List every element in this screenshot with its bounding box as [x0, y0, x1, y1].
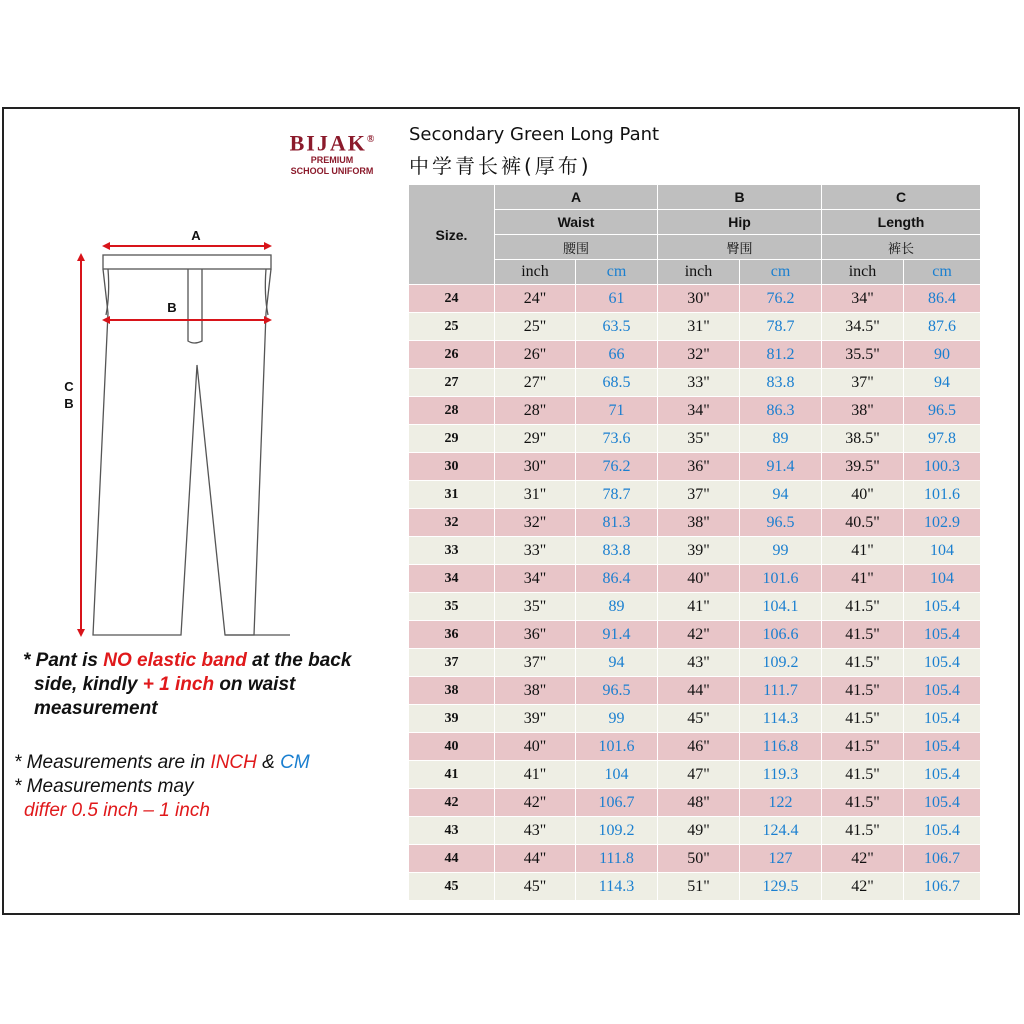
unit-cm: cm [740, 260, 822, 285]
cm-cell: 106.7 [904, 845, 981, 873]
inch-cell: 33" [658, 369, 740, 397]
inch-cell: 37" [658, 481, 740, 509]
table-row [409, 677, 981, 705]
table-row [409, 565, 981, 593]
table-row [409, 453, 981, 481]
inch-cell: 31" [495, 481, 576, 509]
cm-cell: 94 [904, 369, 981, 397]
table-row [409, 509, 981, 537]
unit-inch: inch [495, 260, 576, 285]
inch-cell: 41.5" [822, 621, 904, 649]
cm-cell: 111.7 [740, 677, 822, 705]
note-cm: CM [280, 752, 310, 773]
cm-cell: 102.9 [904, 509, 981, 537]
table-row [409, 621, 981, 649]
cm-cell: 119.3 [740, 761, 822, 789]
inch-cell: 41.5" [822, 649, 904, 677]
size-table [408, 184, 981, 901]
inch-cell: 43" [495, 817, 576, 845]
brand-line-2: SCHOOL UNIFORM [290, 166, 374, 177]
note-may-differ: * Measurements may [14, 776, 194, 797]
inch-cell: 34" [658, 397, 740, 425]
title-english: Secondary Green Long Pant [409, 124, 660, 145]
cm-cell: 129.5 [740, 873, 822, 901]
note-tolerance: differ 0.5 inch – 1 inch [24, 800, 210, 821]
cm-cell: 114.3 [740, 705, 822, 733]
table-row [409, 425, 981, 453]
cm-cell: 101.6 [576, 733, 658, 761]
size-cell: 27 [409, 369, 495, 397]
inch-cell: 44" [495, 845, 576, 873]
unit-cm: cm [904, 260, 981, 285]
size-cell: 44 [409, 845, 495, 873]
inch-cell: 49" [658, 817, 740, 845]
size-cell: 26 [409, 341, 495, 369]
table-row [409, 313, 981, 341]
inch-cell: 41" [822, 537, 904, 565]
inch-cell: 29" [495, 425, 576, 453]
cm-cell: 94 [740, 481, 822, 509]
cm-cell: 100.3 [904, 453, 981, 481]
fly-outline [188, 269, 202, 343]
inch-cell: 39" [658, 537, 740, 565]
inch-cell: 43" [658, 649, 740, 677]
cm-cell: 99 [576, 705, 658, 733]
inch-cell: 39" [495, 705, 576, 733]
cm-cell: 73.6 [576, 425, 658, 453]
cm-cell: 104.1 [740, 593, 822, 621]
cm-cell: 68.5 [576, 369, 658, 397]
group-cn-length: 裤长 [822, 235, 981, 260]
cm-cell: 94 [576, 649, 658, 677]
cm-cell: 101.6 [740, 565, 822, 593]
inch-cell: 27" [495, 369, 576, 397]
group-name-hip: Hip [658, 210, 822, 235]
cm-cell: 105.4 [904, 677, 981, 705]
label-b-side: B [64, 396, 74, 411]
inch-cell: 41.5" [822, 817, 904, 845]
brand-name: BIJAK [289, 130, 367, 156]
cm-cell: 87.6 [904, 313, 981, 341]
note-inch: INCH [210, 752, 257, 773]
title-chinese: 中学青长裤(厚布) [409, 154, 592, 178]
cm-cell: 61 [576, 285, 658, 313]
cm-cell: 105.4 [904, 621, 981, 649]
note-highlight-plus-inch: + 1 inch [142, 674, 215, 695]
inch-cell: 33" [495, 537, 576, 565]
cm-cell: 66 [576, 341, 658, 369]
table-row [409, 341, 981, 369]
cm-cell: 96.5 [740, 509, 822, 537]
inch-cell: 46" [658, 733, 740, 761]
inch-cell: 39.5" [822, 453, 904, 481]
size-cell: 24 [409, 285, 495, 313]
cm-cell: 106.6 [740, 621, 822, 649]
cm-cell: 106.7 [904, 873, 981, 901]
inch-cell: 36" [658, 453, 740, 481]
inch-cell: 41.5" [822, 677, 904, 705]
cm-cell: 86.3 [740, 397, 822, 425]
size-cell: 43 [409, 817, 495, 845]
brand-logo [280, 128, 384, 177]
cm-cell: 105.4 [904, 789, 981, 817]
inch-cell: 37" [495, 649, 576, 677]
inch-cell: 38" [658, 509, 740, 537]
cm-cell: 81.2 [740, 341, 822, 369]
size-cell: 32 [409, 509, 495, 537]
cm-cell: 91.4 [740, 453, 822, 481]
size-cell: 25 [409, 313, 495, 341]
size-cell: 31 [409, 481, 495, 509]
inch-cell: 41.5" [822, 761, 904, 789]
inch-cell: 45" [658, 705, 740, 733]
inch-cell: 40" [822, 481, 904, 509]
cm-cell: 105.4 [904, 761, 981, 789]
size-cell: 41 [409, 761, 495, 789]
cm-cell: 96.5 [904, 397, 981, 425]
inch-cell: 35" [495, 593, 576, 621]
cm-cell: 89 [576, 593, 658, 621]
cm-cell: 99 [740, 537, 822, 565]
inch-cell: 44" [658, 677, 740, 705]
cm-cell: 114.3 [576, 873, 658, 901]
size-cell: 29 [409, 425, 495, 453]
table-row [409, 481, 981, 509]
cm-cell: 90 [904, 341, 981, 369]
size-cell: 34 [409, 565, 495, 593]
note-no-elastic: * Pant is NO elastic band at the back side, kindly + 1 inch on waist measurement [23, 650, 352, 719]
inch-cell: 37" [822, 369, 904, 397]
cm-cell: 127 [740, 845, 822, 873]
cm-cell: 101.6 [904, 481, 981, 509]
size-cell: 38 [409, 677, 495, 705]
size-cell: 45 [409, 873, 495, 901]
cm-cell: 86.4 [904, 285, 981, 313]
inch-cell: 38.5" [822, 425, 904, 453]
inch-cell: 42" [658, 621, 740, 649]
cm-cell: 76.2 [740, 285, 822, 313]
cm-cell: 111.8 [576, 845, 658, 873]
size-cell: 28 [409, 397, 495, 425]
cm-cell: 116.8 [740, 733, 822, 761]
inch-cell: 28" [495, 397, 576, 425]
group-name-waist: Waist [495, 210, 658, 235]
table-row [409, 705, 981, 733]
size-cell: 30 [409, 453, 495, 481]
cm-cell: 86.4 [576, 565, 658, 593]
cm-cell: 78.7 [576, 481, 658, 509]
inch-cell: 41.5" [822, 733, 904, 761]
cm-cell: 63.5 [576, 313, 658, 341]
table-row [409, 649, 981, 677]
cm-cell: 96.5 [576, 677, 658, 705]
size-cell: 40 [409, 733, 495, 761]
cm-cell: 105.4 [904, 705, 981, 733]
inch-cell: 36" [495, 621, 576, 649]
size-cell: 35 [409, 593, 495, 621]
cm-cell: 105.4 [904, 733, 981, 761]
inch-cell: 50" [658, 845, 740, 873]
cm-cell: 89 [740, 425, 822, 453]
note-measurements: * Measurements are in INCH & CM * Measurements may differ 0.5 inch – 1 inch [14, 751, 394, 823]
table-row [409, 789, 981, 817]
cm-cell: 97.8 [904, 425, 981, 453]
table-row [409, 817, 981, 845]
cm-cell: 83.8 [576, 537, 658, 565]
size-rows [409, 285, 981, 901]
group-letter-a: A [495, 185, 658, 210]
inch-cell: 51" [658, 873, 740, 901]
inch-cell: 41" [822, 565, 904, 593]
group-letter-c: C [822, 185, 981, 210]
cm-cell: 105.4 [904, 817, 981, 845]
inch-cell: 41.5" [822, 593, 904, 621]
inch-cell: 32" [658, 341, 740, 369]
inch-cell: 30" [658, 285, 740, 313]
table-row [409, 593, 981, 621]
inch-cell: 34" [822, 285, 904, 313]
group-name-length: Length [822, 210, 981, 235]
inch-cell: 41" [495, 761, 576, 789]
waistband-outline [103, 255, 271, 269]
brand-line-1: PREMIUM [310, 155, 354, 166]
cm-cell: 109.2 [576, 817, 658, 845]
inch-cell: 42" [822, 845, 904, 873]
inch-cell: 35" [658, 425, 740, 453]
size-cell: 33 [409, 537, 495, 565]
cm-cell: 104 [904, 565, 981, 593]
table-row [409, 285, 981, 313]
cm-cell: 76.2 [576, 453, 658, 481]
group-letter-b: B [658, 185, 822, 210]
cm-cell: 81.3 [576, 509, 658, 537]
cm-cell: 105.4 [904, 593, 981, 621]
table-row [409, 873, 981, 901]
inch-cell: 38" [495, 677, 576, 705]
cm-cell: 104 [904, 537, 981, 565]
cm-cell: 109.2 [740, 649, 822, 677]
inch-cell: 42" [822, 873, 904, 901]
group-cn-hip: 臀围 [658, 235, 822, 260]
unit-inch: inch [658, 260, 740, 285]
inch-cell: 34" [495, 565, 576, 593]
inch-cell: 40" [658, 565, 740, 593]
inch-cell: 40.5" [822, 509, 904, 537]
size-header: Size. [409, 185, 495, 285]
inch-cell: 32" [495, 509, 576, 537]
inch-cell: 35.5" [822, 341, 904, 369]
inch-cell: 48" [658, 789, 740, 817]
table-row [409, 733, 981, 761]
cm-cell: 106.7 [576, 789, 658, 817]
inch-cell: 25" [495, 313, 576, 341]
size-cell: 42 [409, 789, 495, 817]
cm-cell: 83.8 [740, 369, 822, 397]
inch-cell: 30" [495, 453, 576, 481]
table-row [409, 761, 981, 789]
inch-cell: 47" [658, 761, 740, 789]
size-cell: 37 [409, 649, 495, 677]
inch-cell: 40" [495, 733, 576, 761]
inch-cell: 41" [658, 593, 740, 621]
inch-cell: 38" [822, 397, 904, 425]
inch-cell: 31" [658, 313, 740, 341]
table-row [409, 397, 981, 425]
cm-cell: 104 [576, 761, 658, 789]
inch-cell: 41.5" [822, 789, 904, 817]
inch-cell: 24" [495, 285, 576, 313]
size-cell: 36 [409, 621, 495, 649]
cm-cell: 105.4 [904, 649, 981, 677]
inch-cell: 42" [495, 789, 576, 817]
cm-cell: 71 [576, 397, 658, 425]
table-row [409, 537, 981, 565]
unit-cm: cm [576, 260, 658, 285]
size-cell: 39 [409, 705, 495, 733]
inch-cell: 45" [495, 873, 576, 901]
inch-cell: 41.5" [822, 705, 904, 733]
table-row [409, 369, 981, 397]
registered-mark: ® [366, 134, 375, 145]
group-cn-waist: 腰围 [495, 235, 658, 260]
cm-cell: 124.4 [740, 817, 822, 845]
inch-cell: 26" [495, 341, 576, 369]
note-highlight-no-elastic: NO elastic band [103, 650, 247, 671]
inch-cell: 34.5" [822, 313, 904, 341]
pant-diagram [60, 225, 290, 645]
cm-cell: 122 [740, 789, 822, 817]
table-row [409, 845, 981, 873]
label-b: B [167, 300, 177, 315]
unit-inch: inch [822, 260, 904, 285]
cm-cell: 91.4 [576, 621, 658, 649]
label-c: C [64, 379, 74, 394]
label-a: A [191, 228, 201, 243]
cm-cell: 78.7 [740, 313, 822, 341]
